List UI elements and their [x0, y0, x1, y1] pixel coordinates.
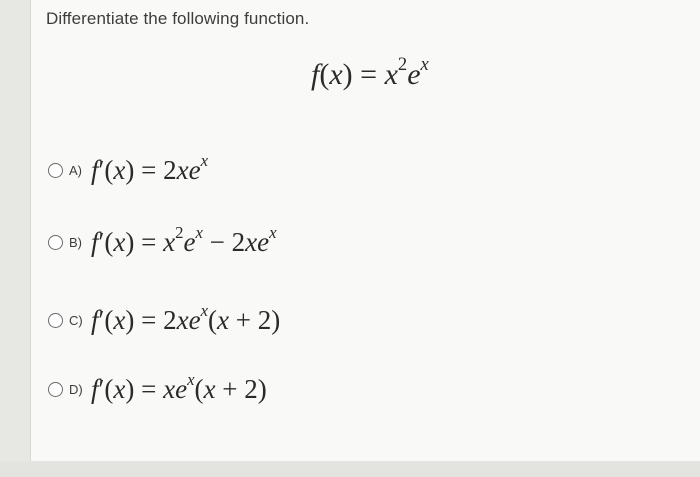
option-expression: $f'(x) = xe^x(x + 2)$ [91, 370, 267, 404]
function-definition: $f(x) = x^2e^x$ [311, 54, 429, 91]
radio-button-icon[interactable] [48, 235, 63, 250]
question-prompt: Differentiate the following function. [46, 9, 310, 28]
radio-button-icon[interactable] [48, 313, 63, 328]
option-label: B) [69, 234, 82, 250]
option-label: A) [69, 162, 82, 178]
answer-option-b[interactable] [48, 222, 277, 262]
option-expression: $f'(x) = 2xe^x(x + 2)$ [91, 301, 281, 335]
answer-option-d[interactable] [48, 369, 267, 409]
radio-button-icon[interactable] [48, 163, 63, 178]
option-expression: $f'(x) = x^2e^x - 2xe^x$ [91, 223, 277, 257]
page-bottom-strip [0, 461, 700, 477]
option-expression: $f'(x) = 2xe^x$ [91, 151, 209, 185]
answer-option-c[interactable] [48, 300, 280, 340]
option-label: C) [69, 312, 83, 328]
radio-button-icon[interactable] [48, 382, 63, 397]
answer-option-a[interactable] [48, 150, 208, 190]
option-label: D) [69, 381, 83, 397]
question-card [30, 0, 700, 461]
